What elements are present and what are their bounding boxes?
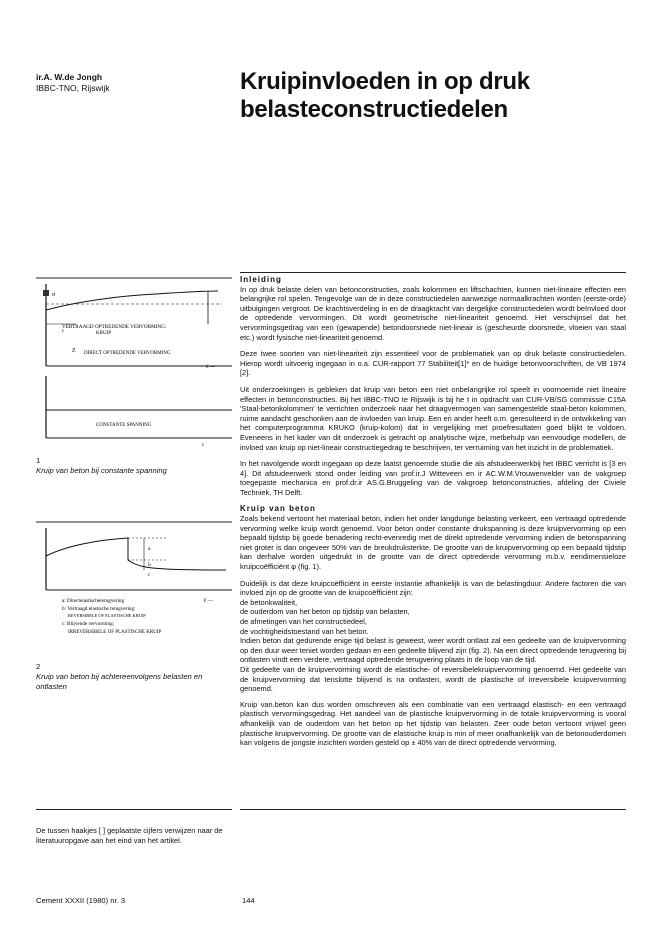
- list-item: de betonkwaliteit,: [240, 597, 298, 607]
- paragraph: In op druk belaste delen van betonconstructies, zoals kolommen en liftschachten, kunnen niet-lineaire effecten een belangrijke rol spelen. Tengevolge van de in deze constructiedelen aanwezige normaalkrachten worden (eerste-orde) uitbuigingen vergroot. De krachtsverdeling in en de draagkracht van dergelijke constructiedelen wordt beïnvloed door de optredende vervormingen. Dit wordt geometrische niet-lineariteit genoemd. Het verschijnsel dat het vervormingsgedrag van een (gewapende) betondoorsnede niet-lineair is (gescheurde doorsnede, vloeien van staal etc.) wordt fysische niet-lineariteit genoemd.: [240, 284, 626, 342]
- fig1-right-tick: € —: [206, 365, 215, 370]
- fig2-creep-curve: [46, 538, 226, 570]
- paragraph: Duidelijk is dat deze kruipcoëfficiënt in eerste instantie afhankelijk is van de belastingduur. Andere factoren die van invloed zijn op de grootte van de kruipcoëfficiënt zijn:: [240, 578, 626, 598]
- fig2-legend-c: c: Blijvende vervorming:: [62, 621, 115, 627]
- journal-footer: Cement XXXII (1980) nr. 3: [36, 896, 126, 905]
- paragraph: Dit gedeelte van de kruipvervorming wordt de elastische- of reversibelekruipvervorming genoemd. Het gedeelte van de kruipvervorming dat tenslotte blijvend is na ontlasten, wordt de plastische of irreversibele kruipvervorming genoemd.: [240, 664, 626, 694]
- paragraph: Zoals bekend vertoont het materiaal beton, indien het onder langdurige belasting verkeert, een vertraagd optredende vervorming welke kruip wordt genoemd. Voor beton onder constante drukspanning is deze kruipvervorming op een bepaald tijdstip bij goede benadering recht-evenredig met de direkt optredende vervorming indien de betonspanning niet groter is dan ongeveer 50% van de breukdruksterkte. De grootte van de kruipvervorming op een bepaald tijdstip kan derhalve worden uitgedrukt in de grootte van de direct optredende vervorming m.b.v. eendimensieloze kruipcoëfficiënt φ (fig. 1).: [240, 514, 626, 572]
- author-block: [36, 72, 110, 94]
- paragraph: Kruip van.beton kan dus worden omschreven als een combinatie van een vertraagd elastisch- en een vertraagd plastisch vervormingsgedrag. Het aandeel van de plastische kruipvervorming in de totale kruipvervorming is vooral afhankelijk van de ouderdom van het beton op het tijdstip van belasten. Zeer oude beton vertoont vrijwel geen plastische kruipvervorming. De grootte van de elastische kruip is min of meer onafhankelijk van de betonouderdomen kan volgens de jongste inzichten worden gesteld op ± 40% van de direct optredende vervorming.: [240, 699, 626, 748]
- list-item: de afmetingen van het constructiedeel,: [240, 617, 367, 626]
- fig1-sigma-marker: [43, 290, 49, 296]
- fig1-c-mark: c: [202, 443, 205, 448]
- paragraph: Deze twee soorten van niet-lineariteit zijn essentieel voor de problematiek van op druk belaste constructiedelen. Hierop wordt uitvoerig ingegaan in o.a. CUR-rapport 77 Stabiliteit[1]* en de huidige betonvoorschriften, de VB 1974 [2].: [240, 349, 626, 378]
- fig2-legend-b2: REVERSIBELE OF ELASTISCHE KRUIP: [68, 613, 146, 618]
- section-heading-kruip: Kruip van beton: [240, 504, 316, 514]
- body-top-rule: [240, 272, 626, 273]
- footnote-rule-right: [240, 809, 626, 810]
- fig2-eps-tick: € —: [204, 599, 213, 604]
- paragraph: In het navolgende wordt ingegaan op deze laatst genoemde studie die als afstudeerwerkbij het IBBC verricht is [3 en 4]. Dit afstudeerwerk stond onder leiding van prof.ir.J Witteveen en ir AC.W.M.Vrouwenvelder van de vakgroep toegepaste mechanica en prof.dr.ir AS.G.Bruggeling van de vakgroep betonconstructies, afdeling der Civiele Techniek, TH Delft.: [240, 459, 626, 497]
- fig1-creep-curve: [46, 291, 218, 324]
- figure-2-caption-text: Kruip van beton bij achtereenvolgens belasten en ontlasten: [36, 672, 203, 691]
- fig1-sigma-label: σ: [52, 292, 56, 298]
- title-line-2: belasteconstructiedelen: [240, 96, 508, 123]
- fig2-legend-a: a: Directelastischeterugvering: [62, 598, 125, 604]
- fig1-constante-label: CONSTANTE SPANNING: [96, 423, 152, 428]
- figure-2-number: 2: [36, 662, 41, 671]
- fig2-label-c: c: [148, 572, 151, 578]
- figure-1: [36, 276, 232, 454]
- article-title: [240, 68, 640, 124]
- figure-2-caption: [36, 662, 232, 692]
- fig1-direct-label: DIRECT OPTREDENDE VERVORMING: [84, 351, 171, 356]
- author-name: ir.A. W.de Jongh: [36, 72, 103, 82]
- section-heading-inleiding: Inleiding: [240, 275, 282, 284]
- title-line-1: Kruipinvloeden in op druk: [240, 68, 530, 95]
- article-body: [240, 275, 626, 755]
- fig2-label-a: a: [148, 546, 151, 552]
- figure-1-caption-text: Kruip van beton bij constante spanning: [36, 466, 167, 475]
- fig2-legend-b: b: Vertraagd elastische terugvering:: [62, 606, 136, 612]
- footnote: De tussen haakjes [ ] geplaatste cijfers verwijzen naar de literatuuropgave aan het eind van het artikel.: [36, 826, 223, 845]
- author-affiliation: IBBC-TNO, Rijswijk: [36, 83, 110, 93]
- figure-1-caption: [36, 456, 232, 476]
- fig1-z-label: Z: [72, 348, 76, 354]
- figure-1-number: 1: [36, 456, 41, 465]
- figure-2: [36, 520, 232, 650]
- list-item: de vochtigheidstoestand van het beton.: [240, 626, 369, 636]
- fig1-eps-label: ε: [62, 329, 65, 334]
- fig1-vertraagd-label: VERTRAAGD OPTREDENDE VERVORMING:: [62, 324, 167, 330]
- list-item: de ouderdom van het beton op tijdstip van belasten,: [240, 607, 410, 617]
- fig2-label-b: b: [148, 562, 151, 568]
- footnote-rule-left: [36, 809, 232, 810]
- paragraph: Uit onderzoekingen is gebleken dat kruip van beton een niet onbelangrijke rol speelt in voornoemde niet lineaire effecten in betonconstructies. Bij het IBBC-TNO te Rijswijk is bij he t in opdracht van CUR-VB/SG commissie C15A 'Staal-betonkolommen' te verrichten onderzoek naar het draagvermogen van samengestelde staal-beton kolommen, ruime aandacht geschonken aan de invloeden van kruip. Een en ander heeft o.m. geresulteerd in de ontwikkeling van het computerprogramma KRUKO (kruip-kolom) dat in vergelijking met proefresultaten goed blijkt te voldoen. Eveneens in het kader van dit onderzoek is getracht op analytische wijze, metbehulp van eenvoudige modellen, de invloed van kruip op niet-lineair constructiegedrag te beschrijven, ter verruiming van het inzicht in de problematiek.: [240, 384, 626, 452]
- paragraph: Indien beton dat gedurende enige tijd belast is geweest, weer wordt ontlast zal een gedeelte van de kruipvervorming op den duur weer teniet worden gedaan en een gedeelte blijvend zijn (fig. 2). Na een direct optredende terugvering bij ontlasten vindt een verdere, vertraagd optredende terugvering plaats in de loop van de tijd.: [240, 636, 626, 665]
- fig2-legend-c2: IRREVERSIBELE OF PLASTISCHE KRUIP: [68, 630, 162, 635]
- page-number: 144: [242, 896, 255, 905]
- fig1-kruip-label: KRUIP: [96, 331, 112, 336]
